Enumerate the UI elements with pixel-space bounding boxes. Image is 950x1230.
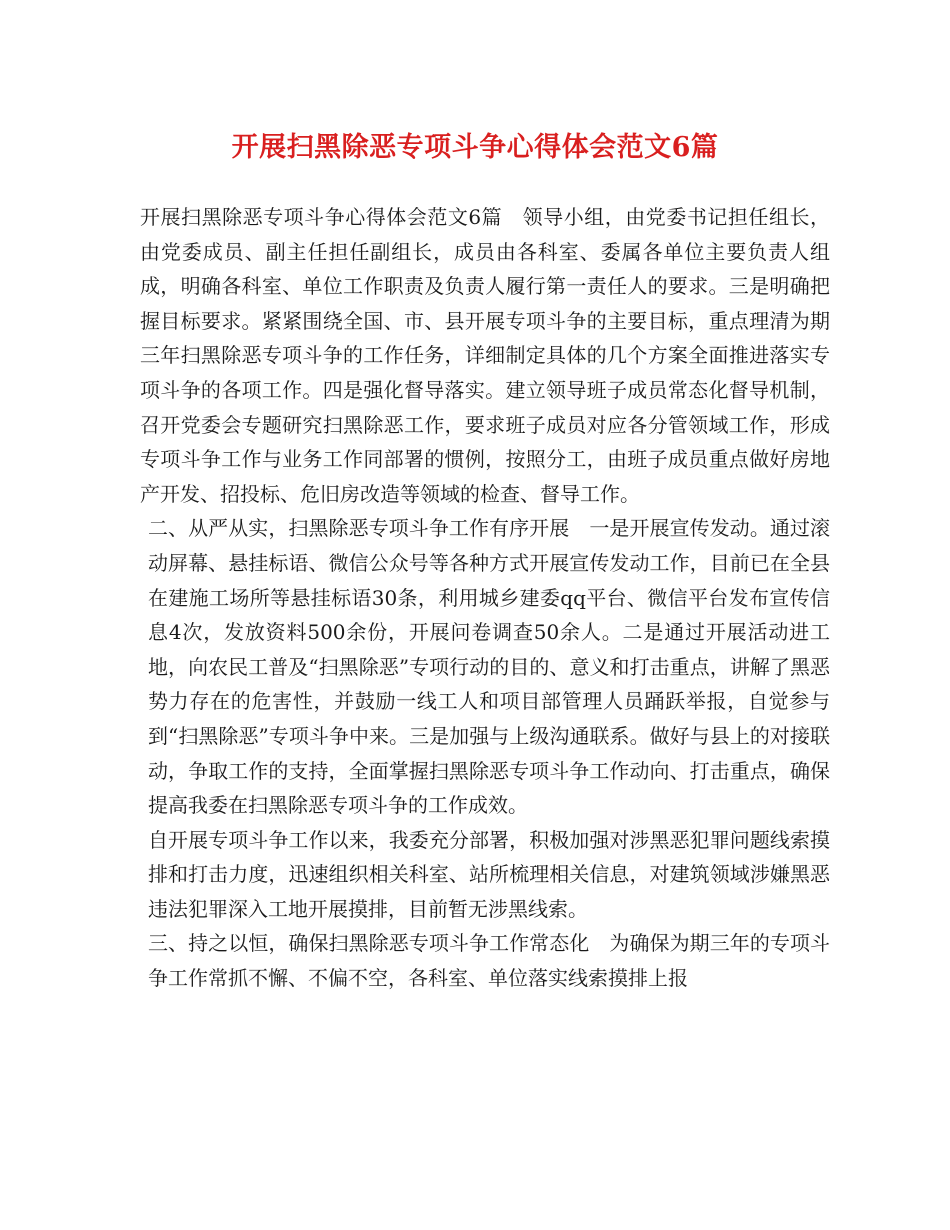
- paragraph-intro: 开展扫黑除恶专项斗争心得体会范文6篇 领导小组，由党委书记担任组长，由党委成员、副主任担任副组长，成员由各科室、委属各单位主要负责人组成，明确各科室、单位工作职责及负责人履行第一责任人的要求。三是明确把握目标要求。紧紧围绕全国、市、县开展专项斗争的主要目标，重点理清为期三年扫黑除恶专项斗争的工作任务，详细制定具体的几个方案全面推进落实专项斗争的各项工作。四是强化督导落实。建立领导班子成员常态化督导机制，召开党委会专题研究扫黑除恶工作，要求班子成员对应各分管领域工作，形成专项斗争工作与业务工作同部署的惯例，按照分工，由班子成员重点做好房地产开发、招投标、危旧房改造等领域的检查、督导工作。: [140, 205, 830, 506]
- paragraph-section-three: 三、持之以恒，确保扫黑除恶专项斗争工作常态化 为确保为期三年的专项斗争工作常抓不懈、不偏不空，各科室、单位落实线索摸排上报: [148, 931, 830, 991]
- document-title: 开展扫黑除恶专项斗争心得体会范文6篇: [231, 132, 719, 163]
- paragraph-section-two: 二、从严从实，扫黑除恶专项斗争工作有序开展 一是开展宣传发动。通过滚动屏幕、悬挂标语、微信公众号等各种方式开展宣传发动工作，目前已在全县在建施工场所等悬挂标语30条，利用城乡建委qq平台、微信平台发布宣传信息4次，发放资料500余份，开展问卷调查50余人。二是通过开展活动进工地，向农民工普及“扫黑除恶”专项行动的目的、意义和打击重点，讲解了黑恶势力存在的危害性，并鼓励一线工人和项目部管理人员踊跃举报，自觉参与到“扫黑除恶”专项斗争中来。三是加强与上级沟通联系。做好与县上的对接联动，争取工作的支持，全面掌握扫黑除恶专项斗争工作动向、打击重点，确保提高我委在扫黑除恶专项斗争的工作成效。: [148, 516, 830, 818]
- document-body: [140, 200, 830, 996]
- paragraph-clue-investigation: 自开展专项斗争工作以来，我委充分部署，积极加强对涉黑恶犯罪问题线索摸排和打击力度，迅速组织相关科室、站所梳理相关信息，对建筑领域涉嫌黑恶违法犯罪深入工地开展摸排，目前暂无涉黑线索。: [148, 827, 830, 921]
